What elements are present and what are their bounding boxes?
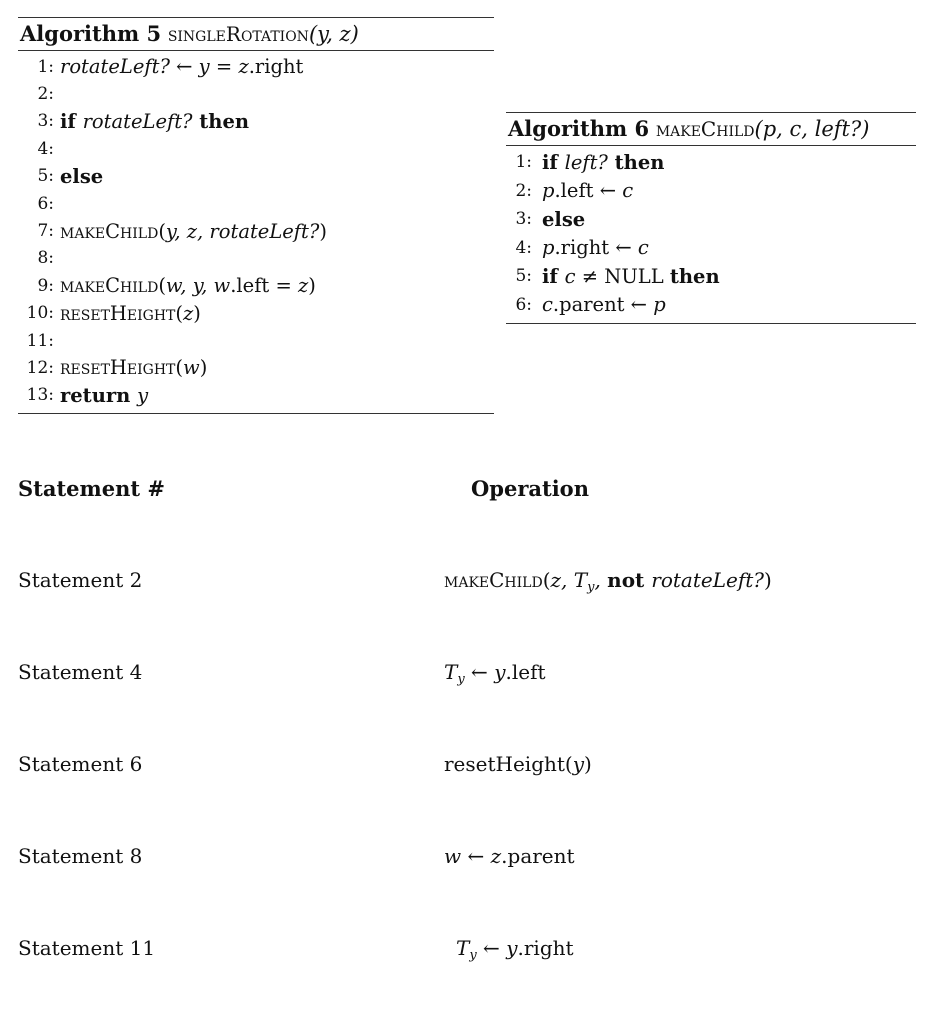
- alg5-token: resetHeight: [60, 356, 176, 380]
- alg6-line: [506, 177, 916, 206]
- line-number: 2:: [515, 180, 532, 201]
- alg6-token: else: [542, 207, 586, 231]
- op-token: z, T: [550, 568, 588, 592]
- line-number: 12:: [26, 357, 54, 378]
- algorithm-5-lines: [18, 51, 494, 413]
- operation-cell: [444, 844, 575, 868]
- alg5-token: z: [238, 55, 249, 79]
- alg5-line: [18, 300, 494, 327]
- alg6-line: [506, 234, 916, 263]
- alg6-token: c: [542, 293, 553, 317]
- algorithm-6-name: makeChild: [655, 117, 755, 141]
- alg6-token: left?: [564, 150, 608, 174]
- alg5-token: then: [192, 109, 250, 133]
- alg6-token: p: [542, 236, 555, 260]
- alg5-token: z: [183, 301, 194, 325]
- op-token: ): [584, 752, 592, 776]
- op-token: y: [572, 752, 585, 776]
- line-number: 11:: [26, 330, 54, 351]
- algorithm-6-title: [506, 113, 916, 146]
- op-token: ←: [464, 660, 495, 684]
- alg5-line: [18, 245, 494, 272]
- alg5-token: else: [60, 164, 104, 188]
- line-number: 5:: [37, 166, 54, 187]
- alg6-token: p: [542, 179, 555, 203]
- alg6-token: .left ←: [554, 179, 623, 203]
- alg5-token: ): [193, 301, 201, 325]
- algorithm-5-params: (y, z): [308, 22, 359, 46]
- line-number: 6:: [515, 294, 532, 315]
- operation-cell: [444, 752, 592, 776]
- line-code: [60, 356, 207, 379]
- op-token: T: [456, 936, 470, 960]
- algorithm-6-label: Algorithm 6: [508, 116, 650, 141]
- line-number: 4:: [515, 237, 532, 258]
- line-number: 1:: [515, 152, 532, 173]
- operation-cell: [456, 936, 574, 963]
- alg5-token: y: [137, 383, 149, 407]
- line-number: 10:: [26, 303, 54, 324]
- alg6-token: p: [653, 293, 666, 317]
- line-code: [60, 220, 327, 243]
- line-number: 3:: [37, 111, 54, 132]
- algorithm-6-block: [506, 112, 916, 324]
- alg5-token: if: [60, 109, 83, 133]
- alg5-token: makeChild: [60, 219, 159, 243]
- op-token: w: [444, 844, 462, 868]
- alg5-line: [18, 382, 494, 409]
- op-token: (: [542, 568, 551, 592]
- alg6-line: [506, 205, 916, 234]
- alg6-token: if: [542, 150, 565, 174]
- alg6-token: c: [637, 236, 649, 260]
- alg6-line: [506, 291, 916, 320]
- line-code: [538, 236, 649, 259]
- op-token: y: [587, 580, 595, 595]
- op-token: z: [490, 844, 502, 868]
- alg6-line: [506, 148, 916, 177]
- alg6-token: ≠ NULL: [575, 264, 670, 288]
- alg5-token: ): [199, 356, 208, 380]
- op-token: T: [444, 660, 458, 684]
- op-token: ): [763, 568, 772, 592]
- alg6-token: .right ←: [554, 236, 638, 260]
- alg5-token: (: [175, 356, 184, 380]
- algorithm-5-name: singleRotation: [167, 22, 309, 46]
- alg5-line: [18, 272, 494, 299]
- alg5-token: (: [158, 219, 166, 243]
- op-token: ←: [461, 844, 491, 868]
- algorithm-5-label: Algorithm 5: [20, 21, 162, 46]
- line-code: [538, 293, 666, 316]
- line-code: [60, 55, 303, 78]
- op-token: y: [506, 936, 518, 960]
- alg5-token: (: [158, 274, 166, 298]
- alg5-line: [18, 190, 494, 217]
- alg5-line: [18, 327, 494, 354]
- alg5-token: (: [175, 301, 184, 325]
- op-token: ,: [594, 568, 608, 592]
- statement-label: Statement 8: [18, 844, 143, 868]
- alg6-token: then: [669, 264, 720, 288]
- alg5-line: [18, 108, 494, 135]
- op-token: .right: [517, 936, 574, 960]
- line-code: [60, 165, 103, 188]
- line-number: 8:: [37, 248, 54, 269]
- op-token: resetHeight(: [444, 752, 573, 776]
- line-code: [60, 384, 148, 407]
- alg5-token: =: [209, 55, 239, 79]
- line-number: 9:: [37, 275, 54, 296]
- alg5-token: ←: [169, 55, 199, 79]
- alg5-line: [18, 135, 494, 162]
- operation-column-header: Operation: [471, 476, 589, 501]
- line-code: [538, 208, 585, 231]
- alg6-token: if: [542, 264, 565, 288]
- alg5-line: [18, 80, 494, 107]
- algorithm-5-title: [18, 18, 494, 51]
- alg6-token: c: [622, 179, 634, 203]
- line-number: 4:: [37, 138, 54, 159]
- line-code: [60, 274, 316, 297]
- statement-label: Statement 2: [18, 568, 143, 592]
- op-token: ←: [476, 936, 507, 960]
- alg5-token: rotateLeft?: [60, 55, 170, 79]
- alg6-line: [506, 262, 916, 291]
- alg5-token: resetHeight: [60, 301, 176, 325]
- alg5-line: [18, 217, 494, 244]
- algorithm-5-block: [18, 17, 494, 414]
- alg5-token: y: [198, 55, 210, 79]
- op-token: makeChild: [444, 568, 543, 592]
- alg5-token: z: [297, 274, 309, 298]
- alg5-line: [18, 163, 494, 190]
- alg5-line: [18, 53, 494, 80]
- alg5-token: rotateLeft?: [82, 109, 193, 133]
- op-token: rotateLeft?: [651, 568, 764, 592]
- alg6-token: .parent ←: [552, 293, 654, 317]
- op-token: y: [457, 672, 465, 687]
- line-number: 5:: [515, 266, 532, 287]
- line-code: [60, 302, 201, 325]
- alg6-token: then: [607, 150, 665, 174]
- alg5-token: .left =: [230, 274, 298, 298]
- op-token: not: [607, 568, 652, 592]
- alg5-token: .right: [248, 55, 304, 79]
- line-code: [538, 265, 720, 288]
- statement-column-header: Statement #: [18, 476, 165, 501]
- alg5-token: return: [60, 383, 138, 407]
- op-token: .left: [505, 660, 546, 684]
- alg5-token: ): [319, 219, 327, 243]
- algorithm-6-params: (p, c, left?): [754, 117, 870, 141]
- operation-cell: [444, 568, 772, 595]
- alg5-token: makeChild: [60, 274, 159, 298]
- statement-label: Statement 4: [18, 660, 143, 684]
- line-number: 7:: [37, 221, 54, 242]
- alg5-token: w: [183, 356, 200, 380]
- alg5-token: ): [308, 274, 316, 298]
- alg5-token: w, y, w: [165, 274, 231, 298]
- alg6-token: c: [564, 264, 576, 288]
- alg5-token: y, z, rotateLeft?: [165, 219, 320, 243]
- line-number: 2:: [37, 84, 54, 105]
- line-number: 6:: [37, 193, 54, 214]
- line-code: [60, 110, 249, 133]
- operation-cell: [444, 660, 546, 687]
- algorithm-6-lines: [506, 146, 916, 323]
- line-number: 3:: [515, 209, 532, 230]
- line-code: [538, 151, 664, 174]
- line-number: 1:: [37, 56, 54, 77]
- line-code: [538, 179, 633, 202]
- op-token: .parent: [501, 844, 575, 868]
- op-token: y: [494, 660, 506, 684]
- line-number: 13:: [26, 385, 54, 406]
- op-token: y: [469, 948, 477, 963]
- alg5-line: [18, 354, 494, 381]
- statement-label: Statement 11: [18, 936, 156, 960]
- statement-label: Statement 6: [18, 752, 143, 776]
